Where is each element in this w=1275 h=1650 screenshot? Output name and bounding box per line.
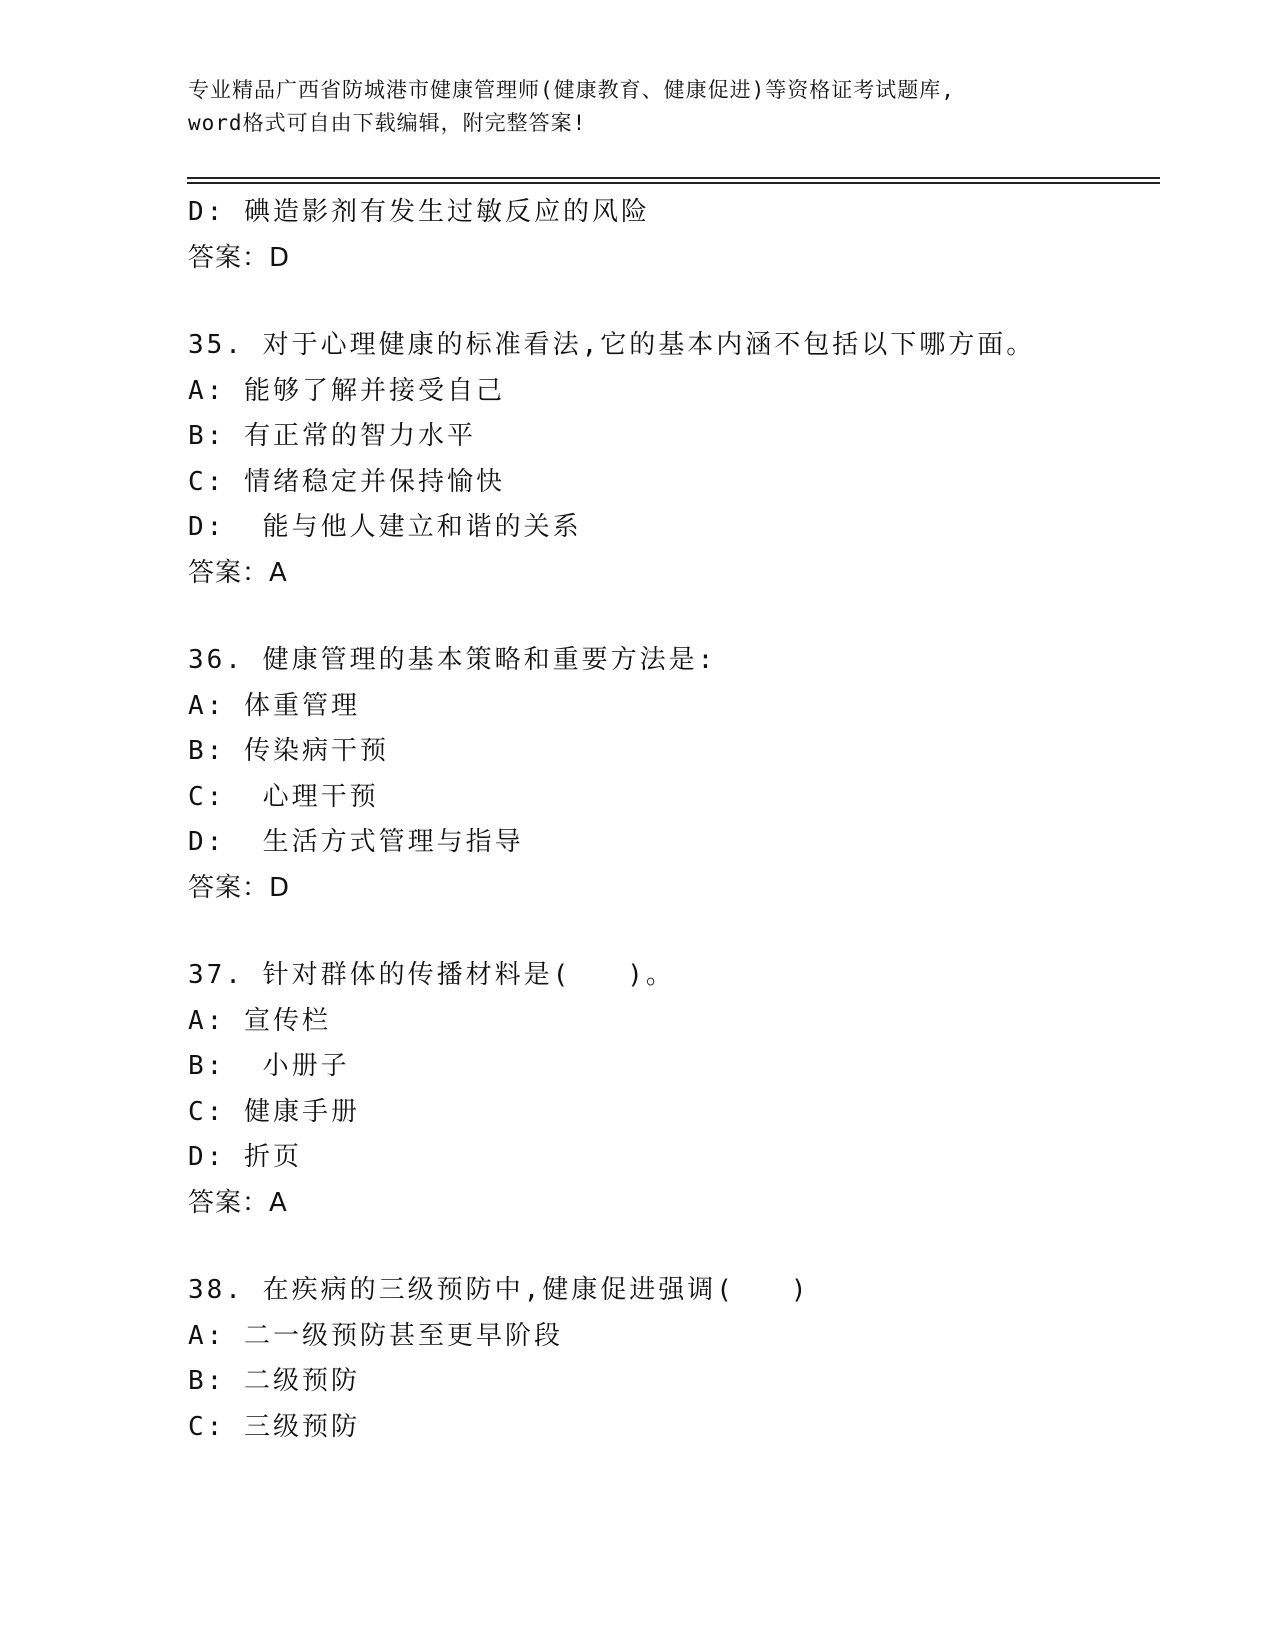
- spacer: [188, 1226, 1148, 1268]
- question-stem: 35. 对于心理健康的标准看法,它的基本内涵不包括以下哪方面。: [188, 330, 1036, 360]
- question-stem: 38. 在疾病的三级预防中,健康促进强调( ): [188, 1275, 810, 1305]
- option-a: A: 体重管理: [188, 690, 360, 721]
- answer-line: 答案：D: [188, 872, 291, 903]
- question-block-38: [188, 1268, 1148, 1450]
- option-d: D: 碘造影剂有发生过敏反应的风险: [188, 197, 650, 227]
- header-divider-bottom: [187, 182, 1160, 184]
- option-c: C: 健康手册: [188, 1096, 360, 1127]
- option-c: C: 心理干预: [188, 781, 379, 812]
- header-line-2: word格式可自由下载编辑，附完整答案!: [188, 111, 587, 135]
- answer-line: 答案：D: [188, 242, 291, 273]
- option-b: B: 有正常的智力水平: [188, 421, 476, 451]
- option-a: A: 二一级预防甚至更早阶段: [188, 1320, 563, 1351]
- answer-line: 答案：A: [188, 1187, 288, 1218]
- question-list: [188, 190, 1148, 1450]
- question-block-36: [188, 638, 1148, 911]
- spacer: [188, 911, 1148, 953]
- option-a: A: 能够了解并接受自己: [188, 375, 505, 406]
- option-b: B: 二级预防: [188, 1366, 360, 1396]
- option-d: D: 折页: [188, 1142, 302, 1172]
- header-line-1: 专业精品广西省防城港市健康管理师(健康教育、健康促进)等资格证考试题库,: [188, 78, 955, 102]
- header-divider-top: [187, 177, 1160, 179]
- option-b: B: 传染病干预: [188, 736, 389, 766]
- question-stem: 36. 健康管理的基本策略和重要方法是:: [188, 645, 717, 675]
- option-d: D: 能与他人建立和谐的关系: [188, 512, 582, 542]
- answer-line: 答案：A: [188, 557, 288, 588]
- question-stem: 37. 针对群体的传播材料是( )。: [188, 960, 675, 990]
- option-a: A: 宣传栏: [188, 1005, 331, 1036]
- option-c: C: 三级预防: [188, 1411, 360, 1442]
- question-block-35: [188, 323, 1148, 596]
- page-header: [188, 74, 1088, 140]
- option-c: C: 情绪稳定并保持愉快: [188, 466, 505, 497]
- option-b: B: 小册子: [188, 1051, 350, 1081]
- question-block-37: [188, 953, 1148, 1226]
- spacer: [188, 596, 1148, 638]
- spacer: [188, 281, 1148, 323]
- option-d: D: 生活方式管理与指导: [188, 827, 524, 857]
- question-block-prev: [188, 190, 1148, 281]
